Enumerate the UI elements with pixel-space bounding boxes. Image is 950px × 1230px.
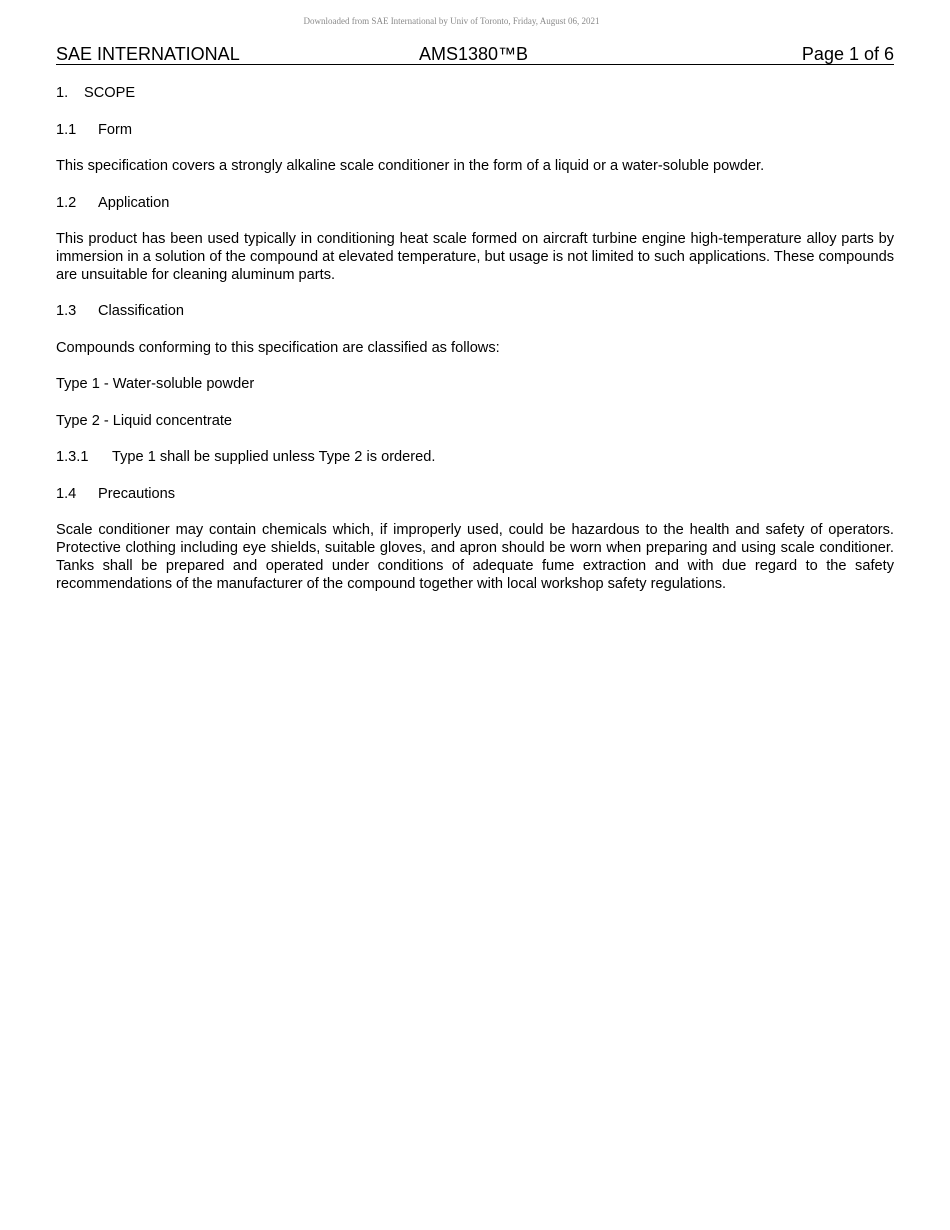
heading-application [56,194,894,212]
document-id: AMS1380™B [419,44,529,64]
heading-title: Precautions [98,486,176,502]
page-header [56,44,894,65]
paragraph-classification-intro: Compounds conforming to this specification are classified as follows: [56,340,500,356]
heading-precautions [56,485,894,503]
paragraph-precautions: Scale conditioner may contain chemicals which, if improperly used, could be hazardous to the health and safety of operators. Protective clothing including eye shields, suitable gloves, and apron should be worn when preparing and using scale conditioner. Tanks shall be prepared and operated under conditions of adequate fume extraction and with due regard to the safety recommendations of the manufacturer of the compound together with local workshop safety regulations. [56,522,894,592]
paragraph-application: This product has been used typically in conditioning heat scale formed on aircraft turbine engine high-temperature alloy parts by immersion in a solution of the compound at elevated temperature, but usage is not limited to such applications. These compounds are unsuitable for cleaning aluminum parts. [56,231,894,283]
classification-type-1: Type 1 - Water-soluble powder [56,376,255,392]
heading-number: 1.1 [56,122,77,138]
heading-number: 1.2 [56,195,77,211]
clause-1-3-1 [56,448,894,466]
heading-title: Application [98,195,170,211]
heading-number: 1.3 [56,303,77,319]
heading-number: 1.4 [56,486,77,502]
page-number: Page 1 of 6 [801,44,894,64]
heading-scope [56,84,894,102]
organization-name: SAE INTERNATIONAL [56,44,240,64]
heading-classification [56,302,894,320]
heading-form [56,121,894,139]
heading-title: Form [98,122,133,138]
heading-title: Classification [98,303,184,319]
download-notice: Downloaded from SAE International by Univ of Toronto, Friday, August 06, 2021 [303,16,600,26]
clause-number: 1.3.1 [56,449,89,465]
classification-type-2: Type 2 - Liquid concentrate [56,413,233,429]
heading-number: 1. [56,85,69,101]
paragraph-form: This specification covers a strongly alkaline scale conditioner in the form of a liquid or a water-soluble powder. [56,158,765,174]
clause-text: Type 1 shall be supplied unless Type 2 is ordered. [112,449,436,465]
heading-title: SCOPE [84,85,136,101]
